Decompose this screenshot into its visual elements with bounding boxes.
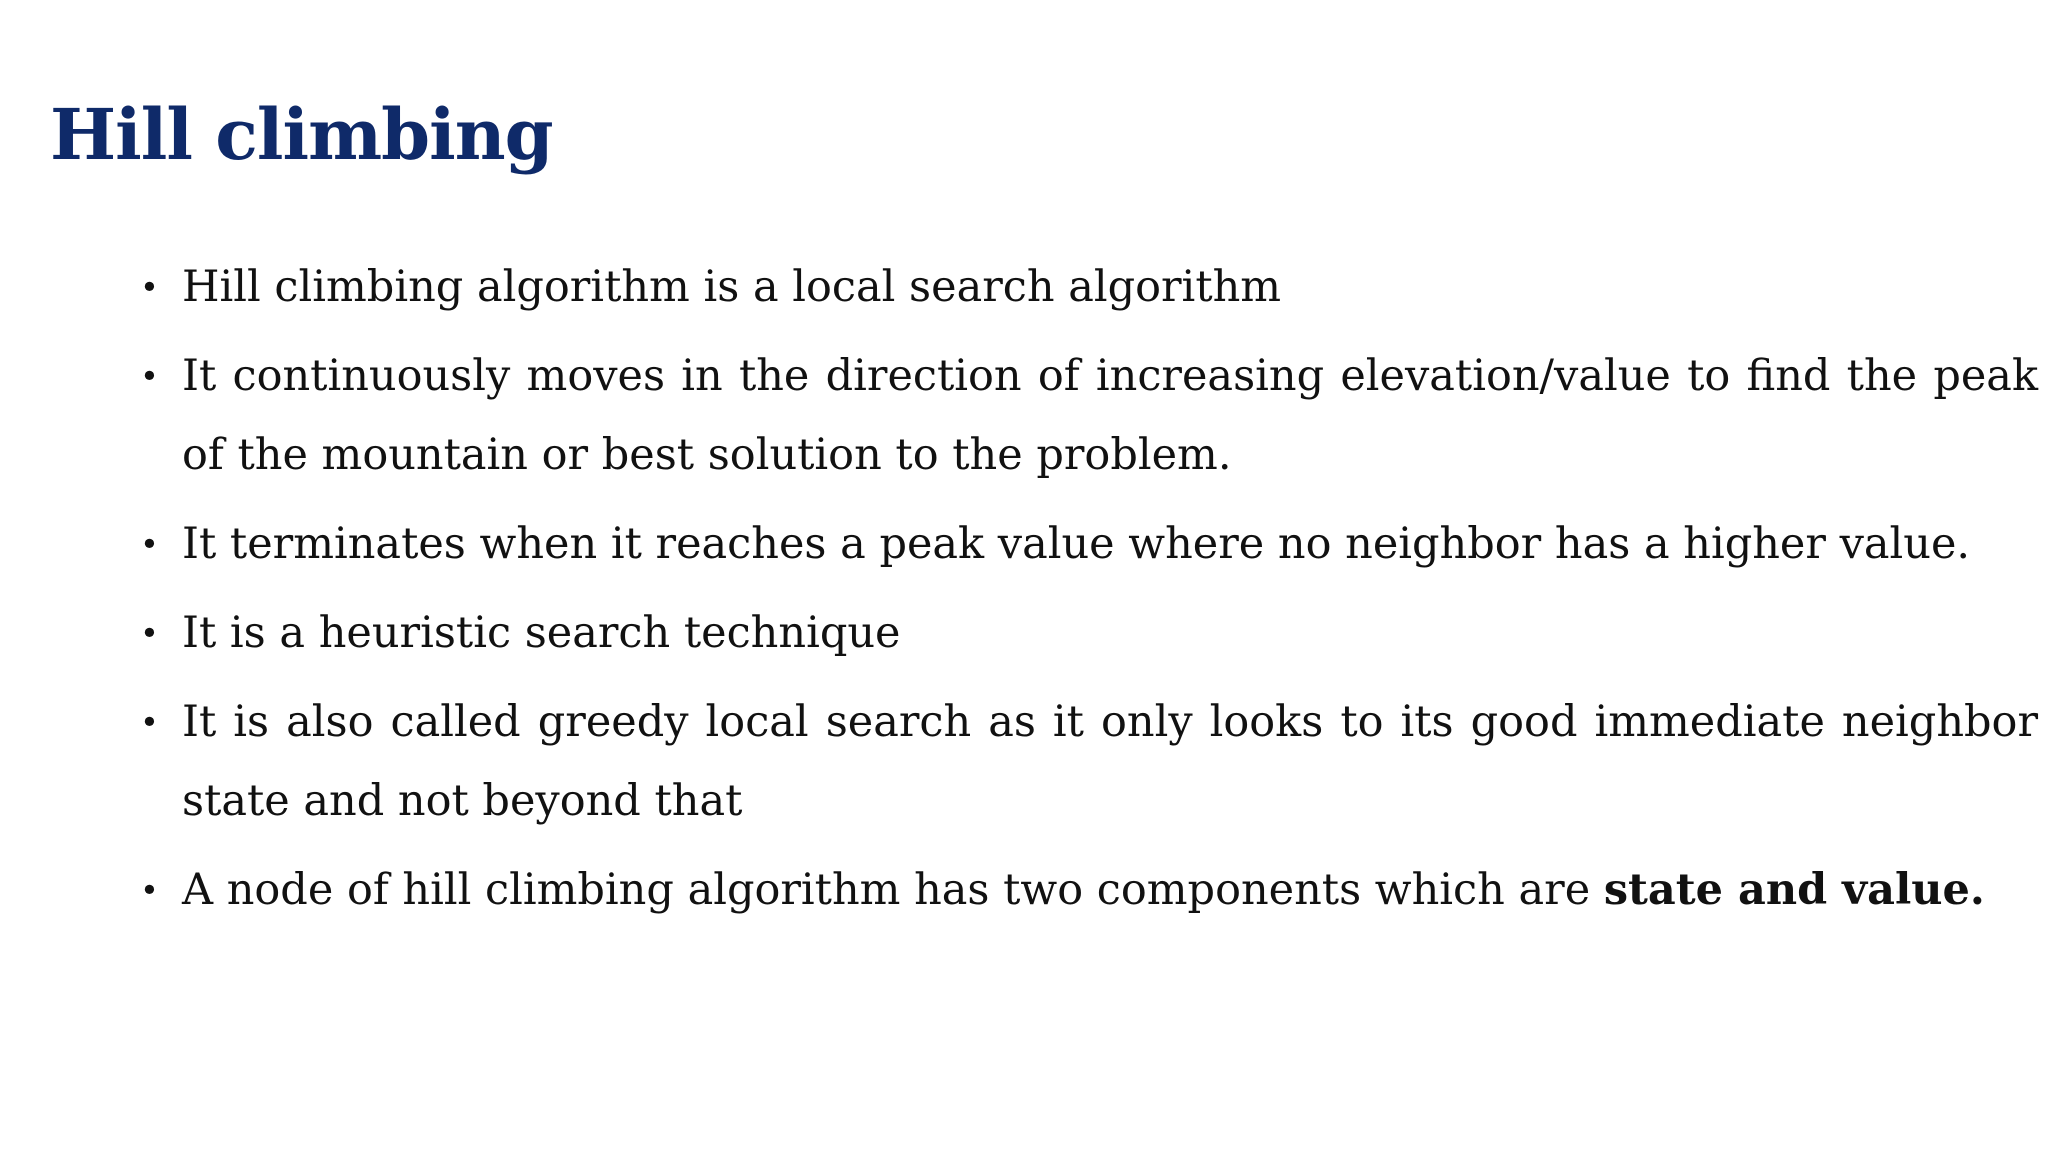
bullet-icon: • — [140, 525, 159, 563]
bullet-item-terminates — [140, 505, 2038, 584]
bullet-text: It continuously moves in the direction of increasing elevation/value to find the peak of the mountain or best solution to the problem. — [182, 351, 2038, 480]
bullet-bold-text: state and value. — [1603, 865, 1985, 915]
bullet-icon: • — [140, 357, 159, 395]
bullet-icon: • — [140, 614, 159, 652]
bullet-text: It is also called greedy local search as it only looks to its good immediate neighbor state and not beyond that — [182, 697, 2038, 826]
bullet-item-node-components — [140, 851, 2038, 930]
bullet-icon: • — [140, 703, 159, 741]
bullet-item-heuristic — [140, 594, 2038, 673]
bullet-item-direction — [140, 337, 2038, 495]
bullet-icon: • — [140, 268, 159, 306]
bullet-text: It is a heuristic search technique — [182, 608, 901, 658]
bullet-text: It terminates when it reaches a peak value where no neighbor has a higher value. — [182, 519, 1971, 569]
bullet-text: A node of hill climbing algorithm has two components which are — [182, 865, 1604, 915]
bullet-icon: • — [140, 871, 159, 909]
bullet-item-greedy — [140, 683, 2038, 841]
slide-title: Hill climbing — [50, 93, 553, 176]
bullet-text: Hill climbing algorithm is a local search algorithm — [182, 262, 1282, 312]
bullet-list — [140, 248, 2038, 940]
bullet-item-local-search — [140, 248, 2038, 327]
